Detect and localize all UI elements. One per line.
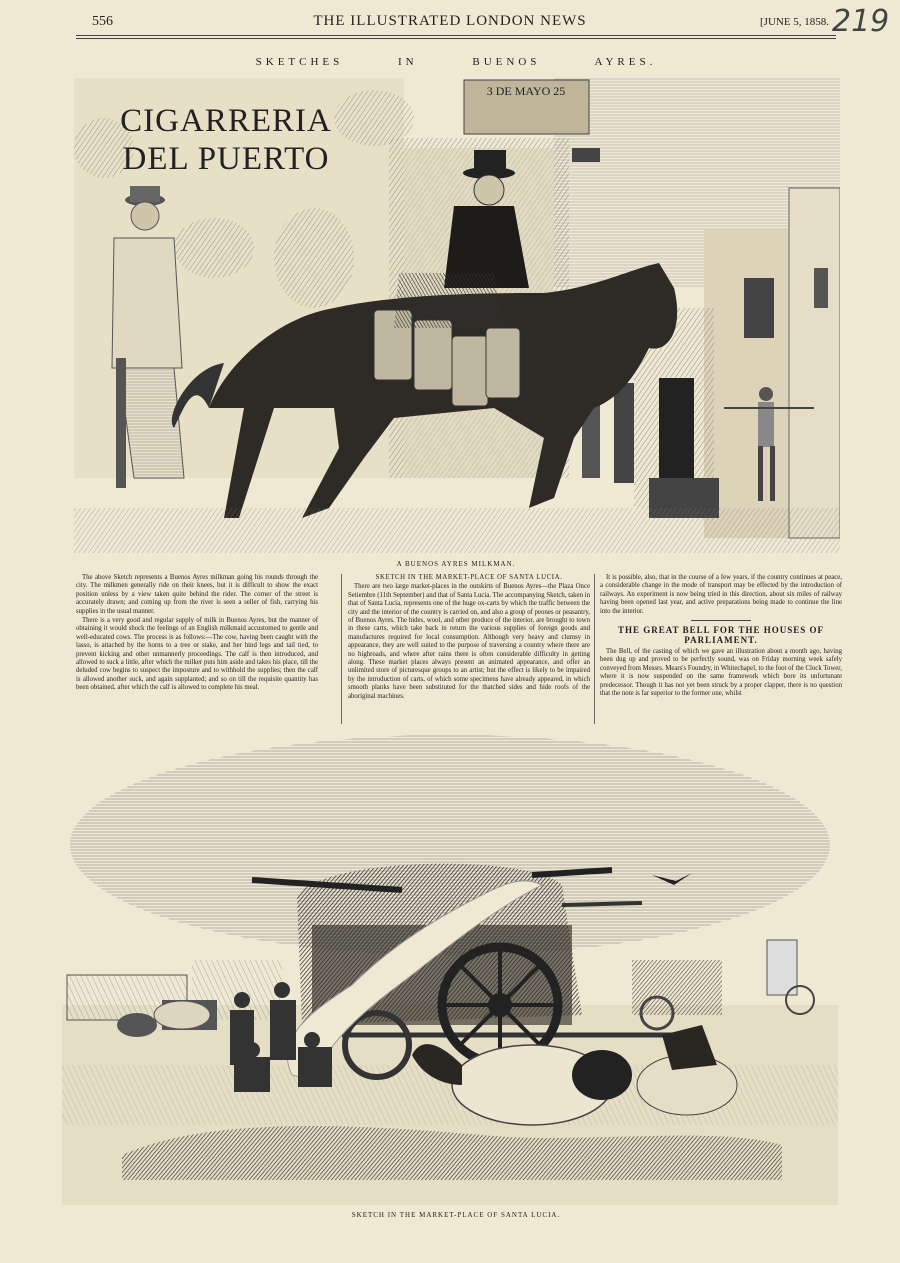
article-milkman-p1: The above Sketch represents a Buenos Ayres milkman going his rounds through the city. The milkmen generally ride on their knees, but it is difficult to show the exact position unless by a view taken quite behind the rider. The corner of the street is accurately drawn; and coming up from the river is seen a seller of fish, carrying his supplies in the usual manner. [76, 574, 318, 615]
article-market-heading: SKETCH IN THE MARKET-PLACE OF SANTA LUCIA. [375, 574, 563, 581]
publication-masthead: THE ILLUSTRATED LONDON NEWS [313, 13, 587, 29]
market-engraving [62, 735, 838, 1205]
article-market-p1: There are two large market-places in the outskirts of Buenos Ayres—the Plaza Once Setiembre (11th September) and that of Santa Lucia. The accompanying Sketch, taken in that of Santa Lucia, represents one of the huge ox-carts by which the traffic between the city and the interior of the country is carried on, and also a group of peones or peasantry, of Buenos Ayres. The hides, wool, and other produce of the interior, are brought to town in these carts, which take back in return the various supplies of foreign goods and manufactures required for local consumption. Although very heavy and clumsy in appearance, they are well suited to the purpose of traversing a country where there are no highroads, and where after rains there is often considerable difficulty in getting along. These market places always present an animated appearance, and offer an unlimited store of picturesque groups to an artist; but the effect is likely to be impaired by the introduction of carts, of which some specimens have already appeared, in which smooth planks have been substituted for the thatched sides and hide roofs of the aboriginal machines. [348, 583, 590, 700]
column-divider-2 [594, 574, 595, 724]
market-caption: SKETCH IN THE MARKET-PLACE OF SANTA LUCIA. [351, 1211, 561, 1219]
issue-date: [JUNE 5, 1858. [760, 16, 830, 28]
article-bell-p2: The Bell, of the casting of which we gave an illustration about a month ago, having been dug up and proved to be perfectly sound, was on Friday morning week safely conveyed from Messrs. Mears's Foundry, in Whitechapel, to the foot of the Clock Tower, where it is now suspended on the same framework which bore its unfortunate predecessor. Though it has not yet been struck by a proper clapper, there is no question that the note is far superior to the former one, whilst [600, 648, 842, 698]
door-plate: 3 DE MAYO 25 [486, 84, 566, 98]
article-railway-p1: It is possible, also, that in the course of a few years, if the country continues at peace, a considerable change in the mode of transport may be effected by the introduction of railways. An experiment is now being tried in this direction, about six miles of railway having been opened last year, and active preparations being made to continue the line into the interior. [600, 574, 842, 615]
section-title: SKETCHES IN BUENOS AYRES. [255, 56, 657, 68]
page-number: 556 [92, 14, 113, 29]
heading-rule [691, 620, 751, 621]
milkman-engraving [74, 78, 840, 553]
article-milkman-p2: There is a very good and regular supply of milk in Buenos Ayres, but the manner of obtaining it would shock the feelings of an English milkmaid accustomed to gentle and well-educated cows. The process is as follows:—The cow, having been caught with the lasso, is attached by the horns to a tree or stake, and her hind legs and tail tied, to prevent kicking and other unmannerly proceedings. The calf is then introduced, and allowed to suck a little, after which the milker puts him aside and takes his place, till the deluded cow begins to suspect the imposture and to withhold the supplies; then the calf is allowed another suck, and again supplanted; and so on till the requisite quantity has been obtained, after which the calf is allowed to complete his meal. [76, 617, 318, 692]
article-bell-heading: THE GREAT BELL FOR THE HOUSES OF PARLIAMENT. [617, 625, 825, 646]
article-bell [600, 574, 842, 699]
column-divider-1 [341, 574, 342, 724]
article-milkman [76, 574, 318, 694]
handwritten-page-number: 219 [832, 4, 890, 39]
header-rule [76, 35, 836, 36]
milkman-caption: A BUENOS AYRES MILKMAN. [396, 560, 516, 568]
header-rule-thin [76, 38, 836, 39]
shop-sign: CIGARRERIA DEL PUERTO [120, 103, 332, 177]
article-market [348, 574, 590, 702]
